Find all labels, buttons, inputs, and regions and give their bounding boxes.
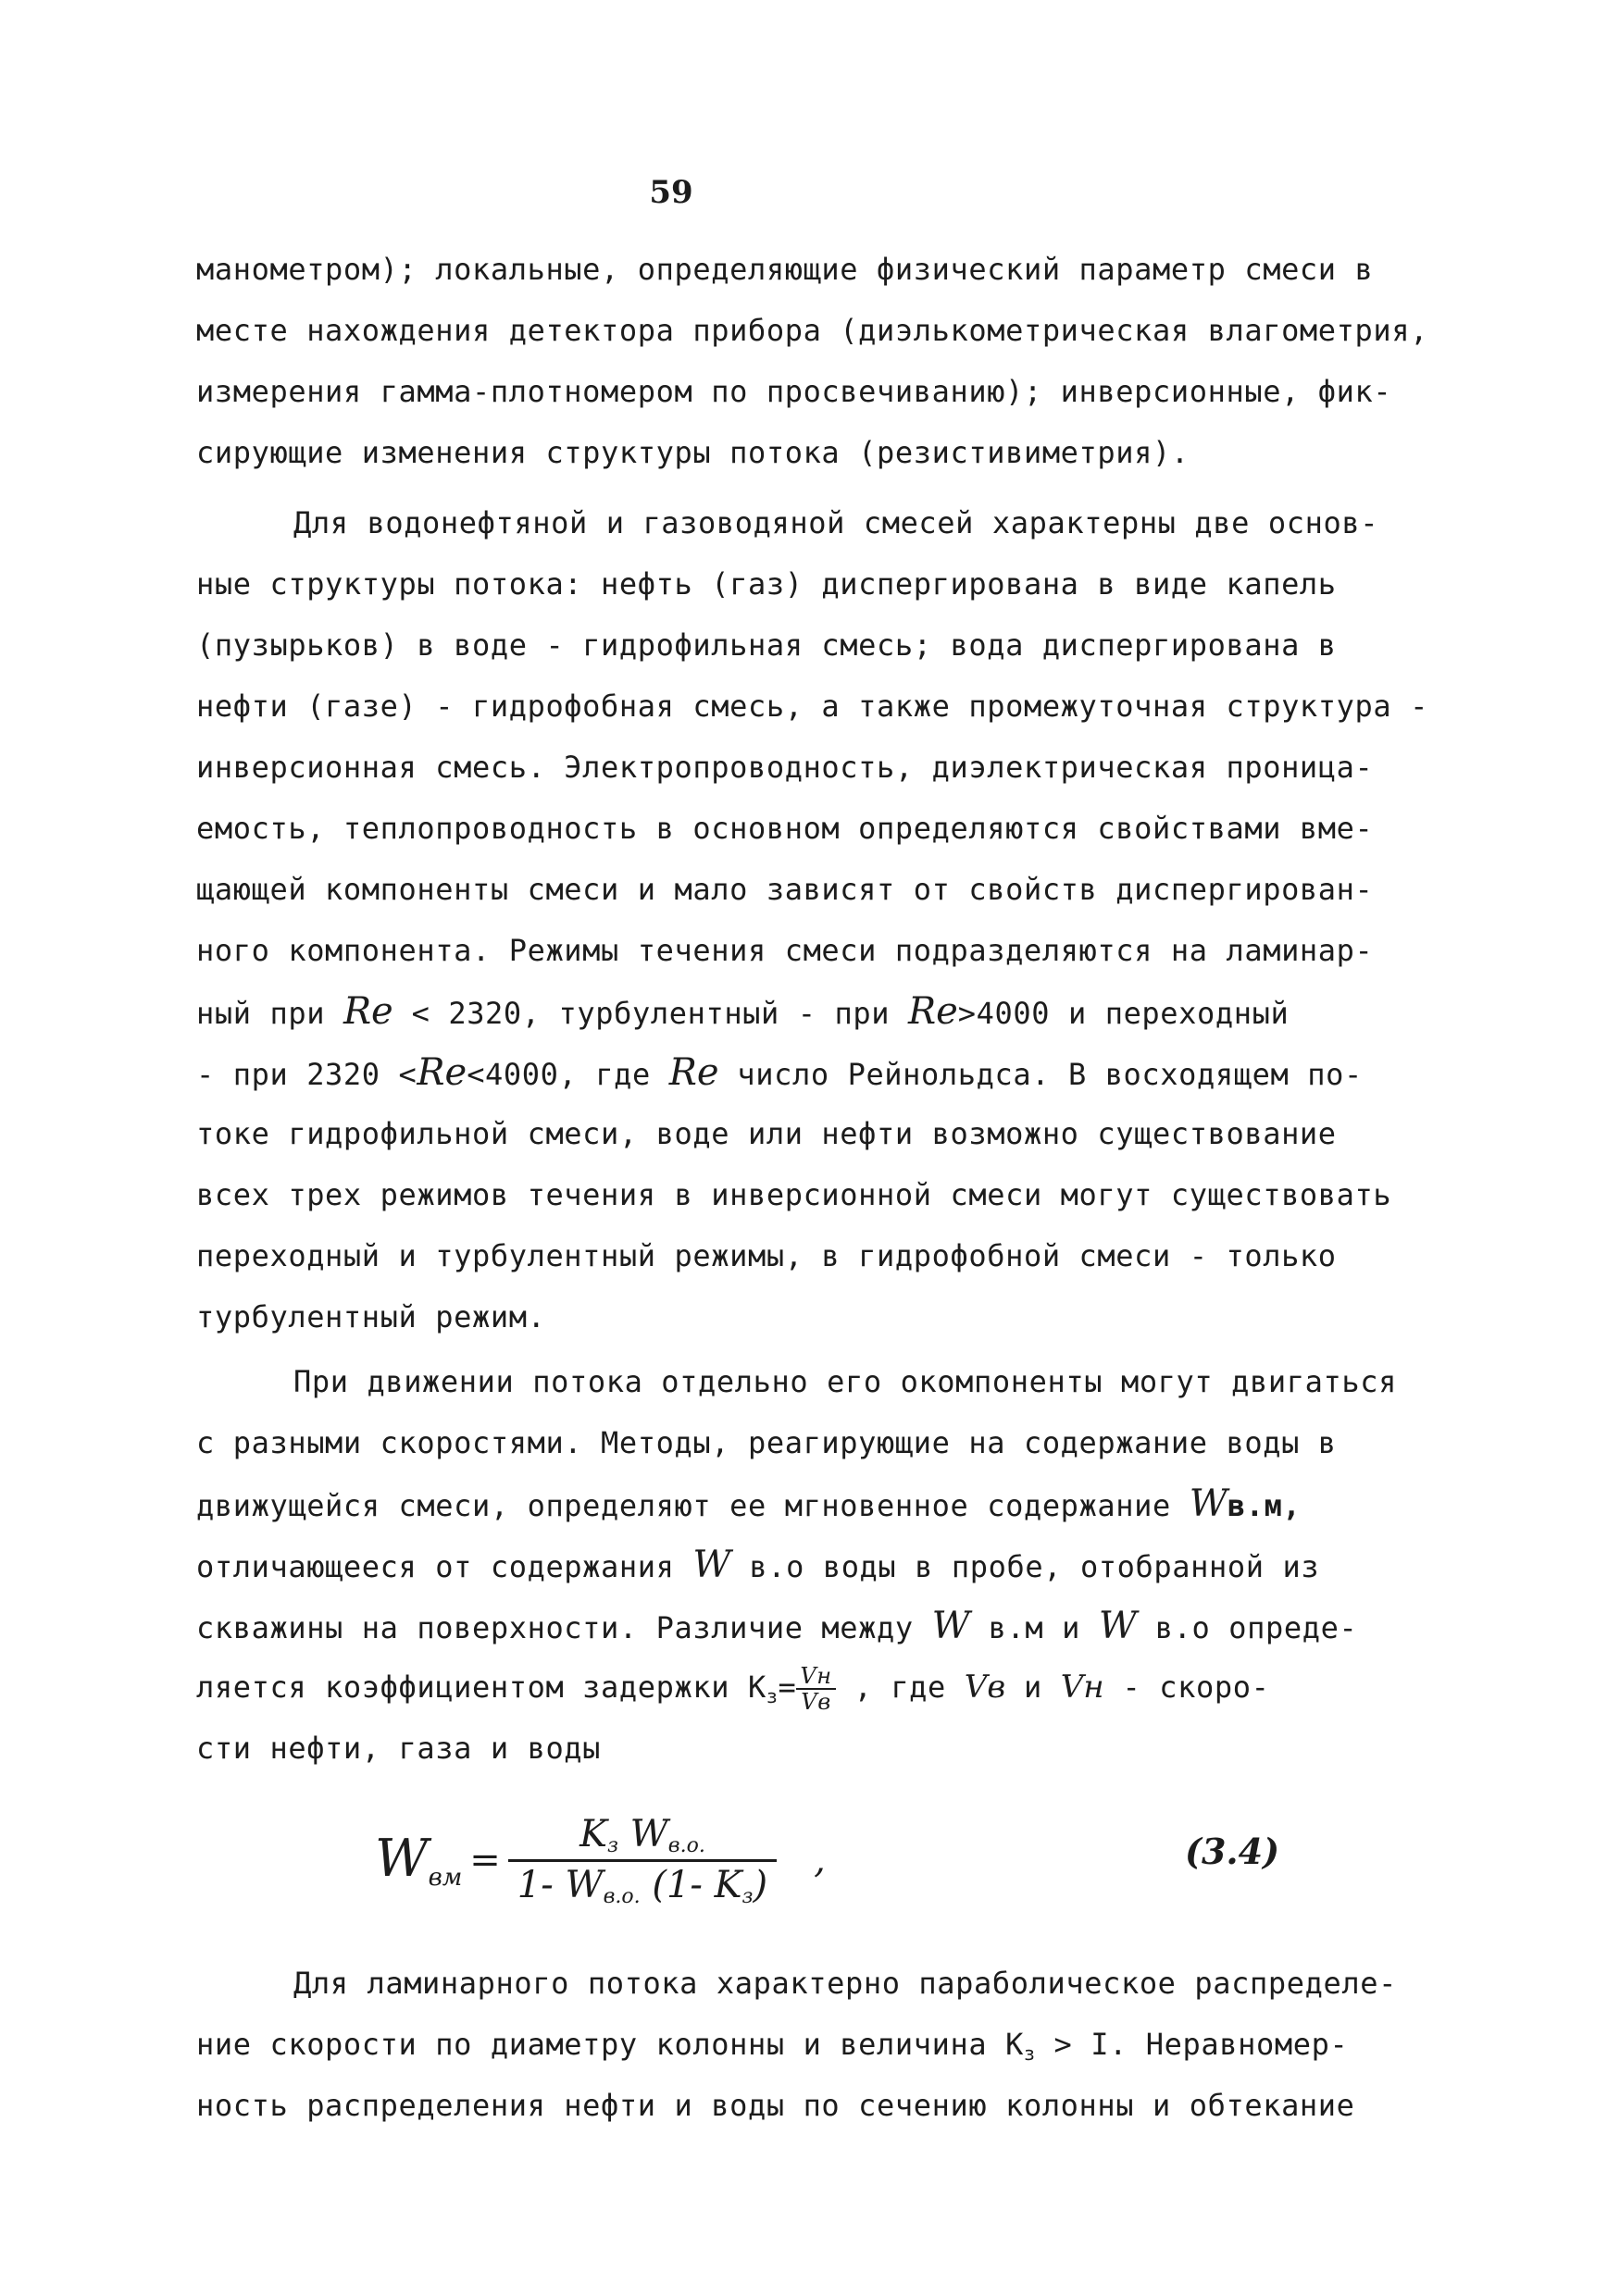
subscript: в.о. <box>667 1833 705 1857</box>
text-line: ные структуры потока: нефть (газ) диспергирована в виде капель <box>196 566 1337 602</box>
text-line-retention-coefficient <box>196 1657 1437 1718</box>
subscript: з <box>1023 2042 1036 2065</box>
equation-symbol: (1- K <box>640 1863 742 1906</box>
equation-trailing-comma: , <box>814 1839 826 1881</box>
text-fragment: ние скорости по диаметру колонны и величина К <box>196 2027 1024 2062</box>
velocity-symbol: Vв <box>964 1669 1006 1706</box>
text-line <box>196 1595 1437 1657</box>
text-line-reynolds-1 <box>196 981 1437 1042</box>
text-line <box>196 2014 1437 2075</box>
reynolds-symbol: Re <box>907 990 958 1033</box>
fraction-denominator <box>508 1862 777 1908</box>
equation-symbol: W <box>617 1812 668 1855</box>
text-line: манометром); локальные, определяющие физический параметр смеси в <box>196 252 1374 287</box>
subscript: в.о. <box>603 1884 641 1908</box>
velocity-symbol: Vн <box>1060 1669 1104 1706</box>
text-fragment: движущейся смеси, определяют ее мгновенное содержание <box>196 1488 1190 1523</box>
text-fragment: число Рейнольдса. В восходящем по- <box>718 1057 1363 1092</box>
text-line: (пузырьков) в воде - гидрофильная смесь; вода диспергирована в <box>196 627 1337 663</box>
paragraph-3 <box>196 1351 1437 1779</box>
text-line: переходный и турбулентный режимы, в гидрофобной смеси - только <box>196 1238 1337 1273</box>
water-content-symbol: W <box>1098 1605 1137 1647</box>
fraction-numerator <box>508 1813 777 1862</box>
text-fragment: отличающееся от содержания <box>196 1549 693 1584</box>
paragraph-2 <box>196 492 1437 1347</box>
equation-3-4 <box>375 1805 826 1916</box>
equals-sign: = <box>469 1839 501 1881</box>
reynolds-symbol: Re <box>343 990 393 1033</box>
subscript: з <box>741 1884 754 1908</box>
text-line <box>196 1473 1437 1534</box>
text-fragment: > I. Неравномер- <box>1035 2027 1349 2062</box>
equation-symbol: ) <box>753 1863 768 1906</box>
text-line: сти нефти, газа и воды <box>196 1731 602 1766</box>
subscript: з <box>606 1833 618 1857</box>
text-line <box>196 1534 1437 1595</box>
text-fragment: в.о воды в пробе, отобранной из <box>730 1549 1320 1584</box>
text-line: емость, теплопроводность в основном определяются свойствами вме- <box>196 811 1374 846</box>
text-line-reynolds-2 <box>196 1042 1437 1103</box>
text-fragment: и <box>1005 1669 1061 1705</box>
text-fragment: , где <box>835 1669 965 1705</box>
equation-symbol: K <box>579 1812 607 1855</box>
text-line: щающей компоненты смеси и мало зависят от свойств диспергирован- <box>196 872 1374 907</box>
equation-symbol: W <box>375 1829 429 1889</box>
equation-number: (3.4) <box>1185 1831 1280 1872</box>
text-line: всех трех режимов течения в инверсионной смеси могут существовать <box>196 1177 1392 1212</box>
fraction-denominator: Vв <box>801 1689 831 1715</box>
equation-lhs <box>375 1829 462 1892</box>
text-fragment: < 2320, турбулентный - при <box>393 996 908 1031</box>
inline-fraction <box>796 1664 835 1714</box>
text-line: с разными скоростями. Методы, реагирующие на содержание воды в <box>196 1425 1337 1460</box>
text-line: ного компонента. Режимы течения смеси подразделяются на ламинар- <box>196 933 1374 968</box>
text-fragment: <4000, где <box>467 1057 669 1092</box>
text-line: инверсионная смесь. Электропроводность, диэлектрическая проница- <box>196 750 1374 785</box>
paragraph-4 <box>196 1953 1437 2136</box>
reynolds-symbol: Re <box>668 1051 719 1094</box>
fraction-numerator: Vн <box>796 1664 835 1690</box>
text-fragment: в.м и <box>969 1610 1099 1645</box>
text-line: измерения гамма-плотномером по просвечиванию); инверсионные, фик- <box>196 374 1392 409</box>
paragraph-1 <box>196 239 1437 483</box>
text-fragment: >4000 и переходный <box>957 996 1290 1031</box>
text-line: сирующие изменения структуры потока (резистивиметрия). <box>196 435 1190 470</box>
equation-symbol: 1- W <box>517 1863 604 1906</box>
text-fragment: в.м, <box>1227 1488 1302 1523</box>
water-content-symbol: W <box>692 1544 731 1586</box>
equals-sign: = <box>778 1669 797 1705</box>
equation-fraction <box>508 1813 777 1908</box>
text-line: ность распределения нефти и воды по сечению колонны и обтекание <box>196 2088 1355 2123</box>
text-fragment: скважины на поверхности. Различие между <box>196 1610 932 1645</box>
water-content-symbol: W <box>1189 1483 1227 1525</box>
page-number: 59 <box>649 174 693 211</box>
text-line: турбулентный режим. <box>196 1299 546 1334</box>
reynolds-symbol: Re <box>417 1051 467 1094</box>
text-fragment: в.о опреде- <box>1136 1610 1358 1645</box>
text-line: Для ламинарного потока характерно параболическое распределе- <box>293 1966 1397 2001</box>
text-line: месте нахождения детектора прибора (диэлькометрическая влагометрия, <box>196 313 1428 348</box>
water-content-symbol: W <box>931 1605 970 1647</box>
subscript: вм <box>428 1864 463 1892</box>
text-line: нефти (газе) - гидрофобная смесь, а также промежуточная структура - <box>196 689 1428 724</box>
subscript: з <box>766 1685 779 1707</box>
text-fragment: ляется коэффициентом задержки К <box>196 1669 766 1705</box>
text-fragment: - скоро- <box>1103 1669 1270 1705</box>
text-line: токе гидрофильной смеси, воде или нефти возможно существование <box>196 1116 1337 1151</box>
text-fragment: - при 2320 < <box>196 1057 417 1092</box>
text-fragment: ный при <box>196 996 343 1031</box>
text-line: Для водонефтяной и газоводяной смесей характерны две основ- <box>293 505 1379 540</box>
text-line: При движении потока отдельно его окомпоненты могут двигаться <box>293 1364 1397 1399</box>
